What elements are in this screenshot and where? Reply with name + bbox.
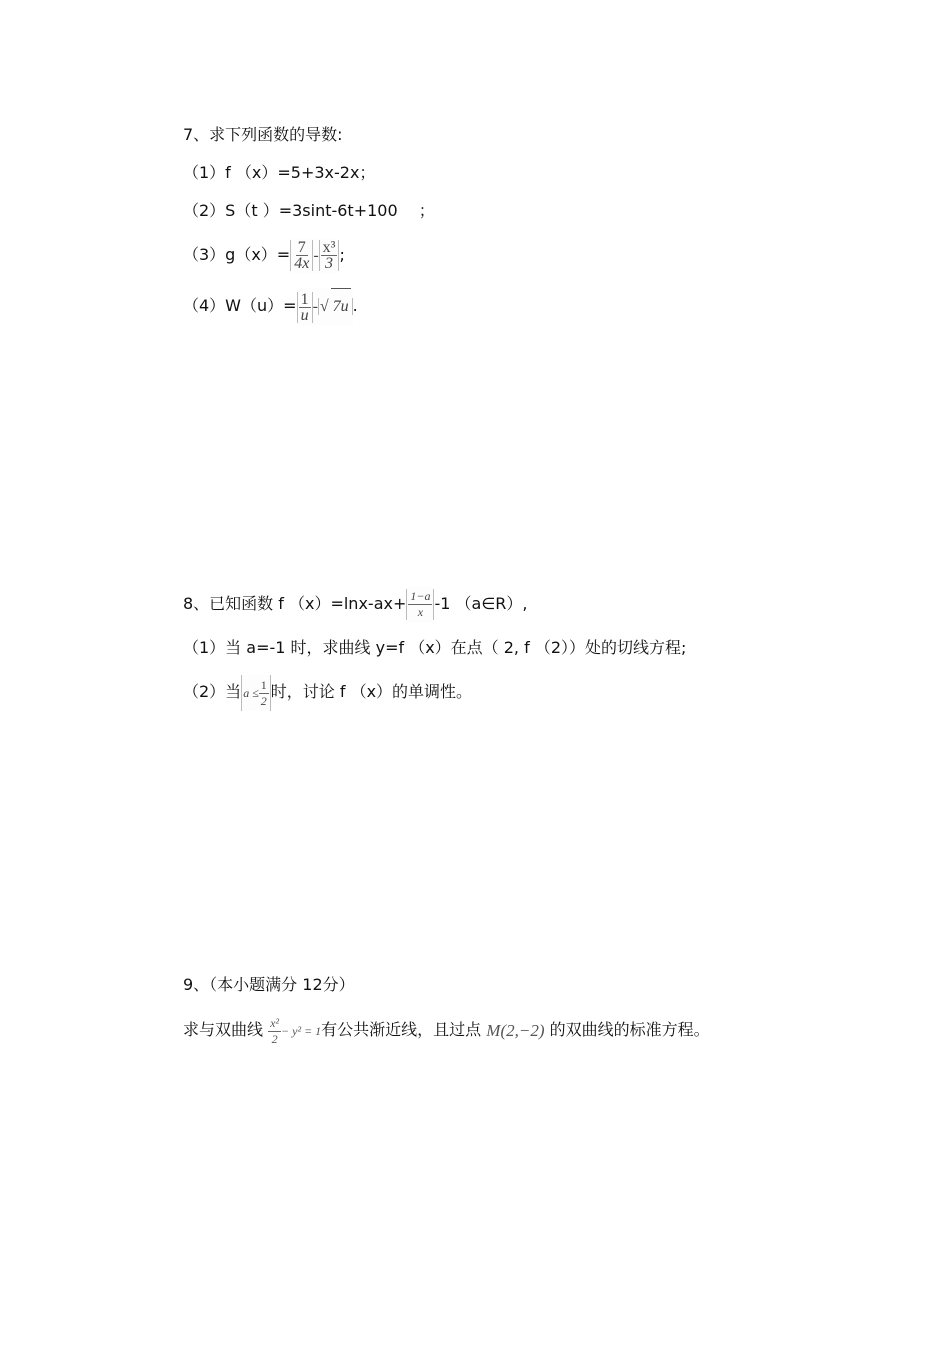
q8-title [183, 586, 527, 623]
fraction [406, 589, 434, 620]
numerator: x³ [322, 239, 336, 257]
q8-part2 [183, 674, 472, 711]
q8-title-prefix: 8、已知函数 f （x）=lnx-ax+ [183, 594, 407, 613]
denominator: u [300, 306, 309, 324]
q8-part1: （1）当 a=-1 时，求曲线 y=f （x）在点（ 2, f （2））处的切线方程; [183, 638, 687, 657]
q7-title: 7、求下列函数的导数: [183, 125, 343, 144]
q7-part1: （1）f （x）=5+3x-2x； [183, 163, 376, 182]
condition-lhs: a ≤ [243, 685, 259, 700]
q9-body-prefix: 求与双曲线 [183, 1020, 264, 1039]
denominator: 3 [325, 255, 334, 273]
q7-part4 [183, 288, 358, 325]
q8-title-formula [406, 587, 434, 623]
fraction [319, 240, 340, 271]
radicand: 7u [331, 288, 351, 325]
numerator: x² [270, 1016, 280, 1031]
q9-point: M(2,−2) [486, 1020, 545, 1040]
q9-hyperbola-formula [268, 1013, 321, 1049]
sqrt-expression [318, 298, 353, 315]
q7-part3 [183, 238, 345, 273]
denominator: x [417, 605, 424, 620]
q9-body-suffix: 的双曲线的标准方程。 [549, 1020, 710, 1039]
numerator: 7 [297, 239, 306, 257]
denominator: 2 [260, 694, 267, 709]
q7-part4-suffix: . [352, 296, 358, 315]
denominator: 4x [294, 255, 310, 273]
q9-body-mid: 有公共渐近线，且过点 [321, 1020, 482, 1039]
q8-part2-suffix: 时，讨论 f （x）的单调性。 [270, 682, 473, 701]
radical-icon: √ [319, 298, 329, 315]
fraction [259, 678, 269, 709]
q7-part2: （2）S（t ）=3sint-6t+100 ； [183, 201, 435, 220]
q9-body [183, 1012, 710, 1049]
minus-sign: - [313, 246, 319, 264]
minus-sign: - [312, 298, 318, 315]
q8-part2-prefix: （2）当 [183, 682, 242, 701]
numerator: 1 [260, 678, 267, 693]
q7-part4-prefix: （4）W（u）= [183, 296, 297, 315]
fraction [290, 240, 313, 271]
fraction [297, 292, 313, 323]
q7-part3-suffix: ; [339, 245, 345, 264]
q7-part4-formula [297, 288, 353, 325]
numerator: 1−a [410, 589, 431, 604]
denominator: 2 [271, 1032, 278, 1047]
q8-part2-condition [241, 675, 271, 711]
numerator: 1 [300, 290, 309, 308]
q7-part3-prefix: （3）g（x）= [183, 245, 291, 264]
fraction [268, 1016, 281, 1047]
equation-rest: − y² = 1 [281, 1023, 322, 1038]
q8-title-suffix: -1 （a∈R）, [434, 594, 528, 613]
q9-title: 9、（本小题满分 12分） [183, 975, 355, 994]
q7-part3-formula [290, 239, 339, 273]
